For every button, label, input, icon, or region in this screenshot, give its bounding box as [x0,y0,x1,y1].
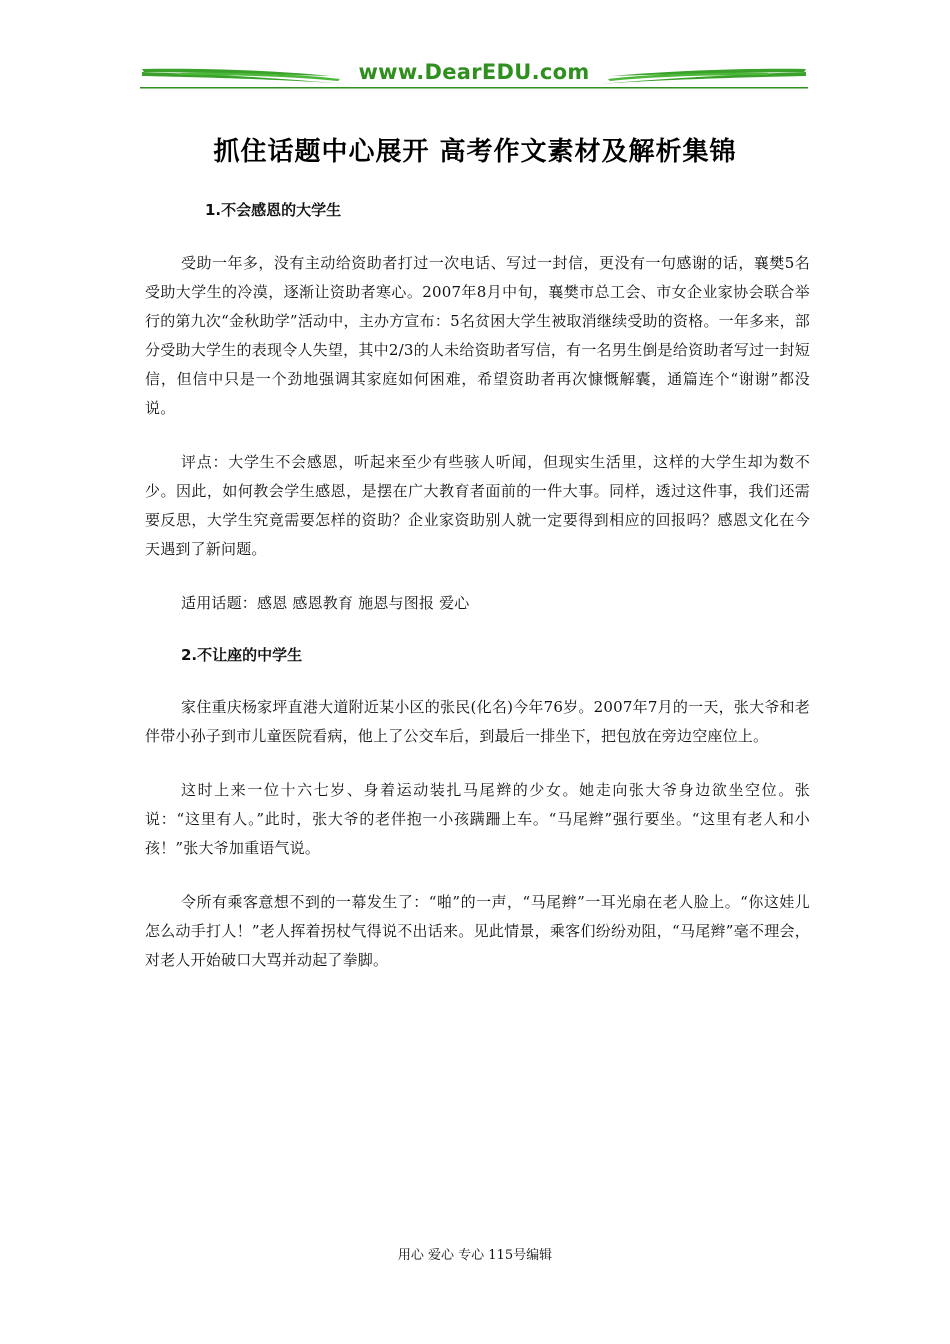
paragraph: 令所有乘客意想不到的一幕发生了：“啪”的一声，“马尾辫”一耳光扇在老人脸上。“你这娃儿怎么动手打人！”老人挥着拐杖气得说不出话来。见此情景，乘客们纷纷劝阻，“马尾辫”毫不理会，对老人开始破口大骂并动起了拳脚。 [145,893,810,969]
paragraph: 家住重庆杨家坪直港大道附近某小区的张民(化名)今年76岁。2007年7月的一天，张大爷和老伴带小孙子到市儿童医院看病，他上了公交车后，到最后一排坐下，把包放在旁边空座位上。 [145,698,810,745]
site-name: www.DearEDU.com [358,60,590,84]
header-banner [140,58,808,96]
paragraph: 评点：大学生不会感恩，听起来至少有些骇人听闻，但现实生活里，这样的大学生却为数不少。因此，如何教会学生感恩，是摆在广大教育者面前的一件大事。同样，透过这件事，我们还需要反思，大学生究竟需要怎样的资助？企业家资助别人就一定要得到相应的回报吗？感恩文化在今天遇到了新问题。 [145,453,810,558]
section-heading: 2.不让座的中学生 [181,646,303,664]
paragraph: 适用话题：感恩 感恩教育 施恩与图报 爱心 [181,594,470,612]
page-footer: 用心 爱心 专心 115号编辑 [397,1248,553,1263]
paragraph: 这时上来一位十六七岁、身着运动装扎马尾辫的少女。她走向张大爷身边欲坐空位。张说：“这里有人。”此时，张大爷的老伴抱一小孩蹒跚上车。“马尾辫”强行要坐。“这里有老人和小孩！”张大爷加重语气说。 [145,781,810,857]
document-body [145,198,810,1000]
paragraph: 受助一年多，没有主动给资助者打过一次电话、写过一封信，更没有一句感谢的话，襄樊5名受助大学生的冷漠，逐渐让资助者寒心。2007年8月中旬，襄樊市总工会、市女企业家协会联合举行的第九次“金秋助学”活动中，主办方宣布：5名贫困大学生被取消继续受助的资格。一年多来，部分受助大学生的表现令人失望，其中2/3的人未给资助者写信，有一名男生倒是给资助者写过一封短信，但信中只是一个劲地强调其家庭如何困难，希望资助者再次慷慨解囊，通篇连个“谢谢”都没说。 [145,254,810,417]
section-heading: 1.不会感恩的大学生 [205,201,342,219]
document-title: 抓住话题中心展开 高考作文素材及解析集锦 [213,137,737,167]
